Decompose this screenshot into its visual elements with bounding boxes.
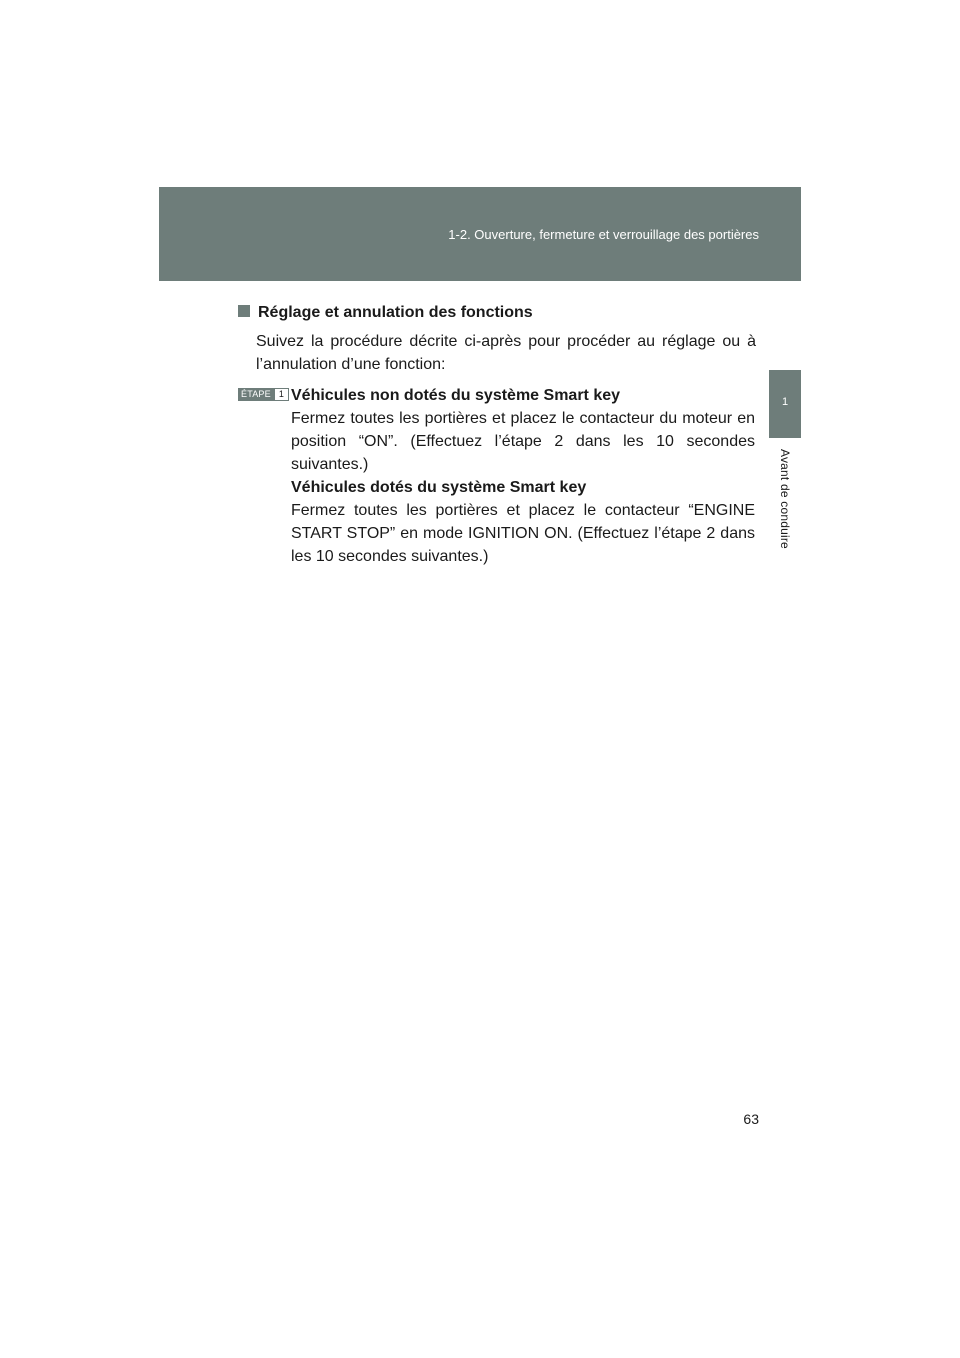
step-text-smart-key: Fermez toutes les portières et placez le contacteur “ENGINE START STOP” en mode IGNITION ON. (Effectuez l’étape 2 dans les 10 secondes suivantes.) — [291, 502, 755, 565]
chapter-side-label: Avant de conduire — [778, 449, 792, 549]
chapter-section-title: 1-2. Ouverture, fermeture et verrouillage des portières — [448, 227, 759, 242]
step-text-no-smart-key: Fermez toutes les portières et placez le contacteur du moteur en position “ON”. (Effectuez l’étape 2 dans les 10 secondes suivantes.) — [291, 410, 755, 473]
step-content — [291, 384, 755, 568]
step-subheading-smart-key: Véhicules dotés du système Smart key — [291, 479, 587, 496]
section-intro: Suivez la procédure décrite ci-après pour procéder au réglage ou à l’annulation d’une fonction: — [256, 333, 756, 373]
section-heading-text: Réglage et annulation des fonctions — [258, 304, 533, 321]
page-number: 63 — [743, 1111, 759, 1127]
step-badge-number: 1 — [274, 388, 289, 401]
step-badge — [238, 388, 289, 401]
section-heading — [238, 304, 533, 322]
chapter-number: 1 — [781, 396, 789, 408]
chapter-header-bar — [159, 187, 801, 281]
chapter-side-tab — [769, 370, 801, 438]
step-badge-label: ÉTAPE — [238, 388, 274, 401]
step-subheading-no-smart-key: Véhicules non dotés du système Smart key — [291, 387, 621, 404]
square-bullet-icon — [238, 305, 250, 317]
